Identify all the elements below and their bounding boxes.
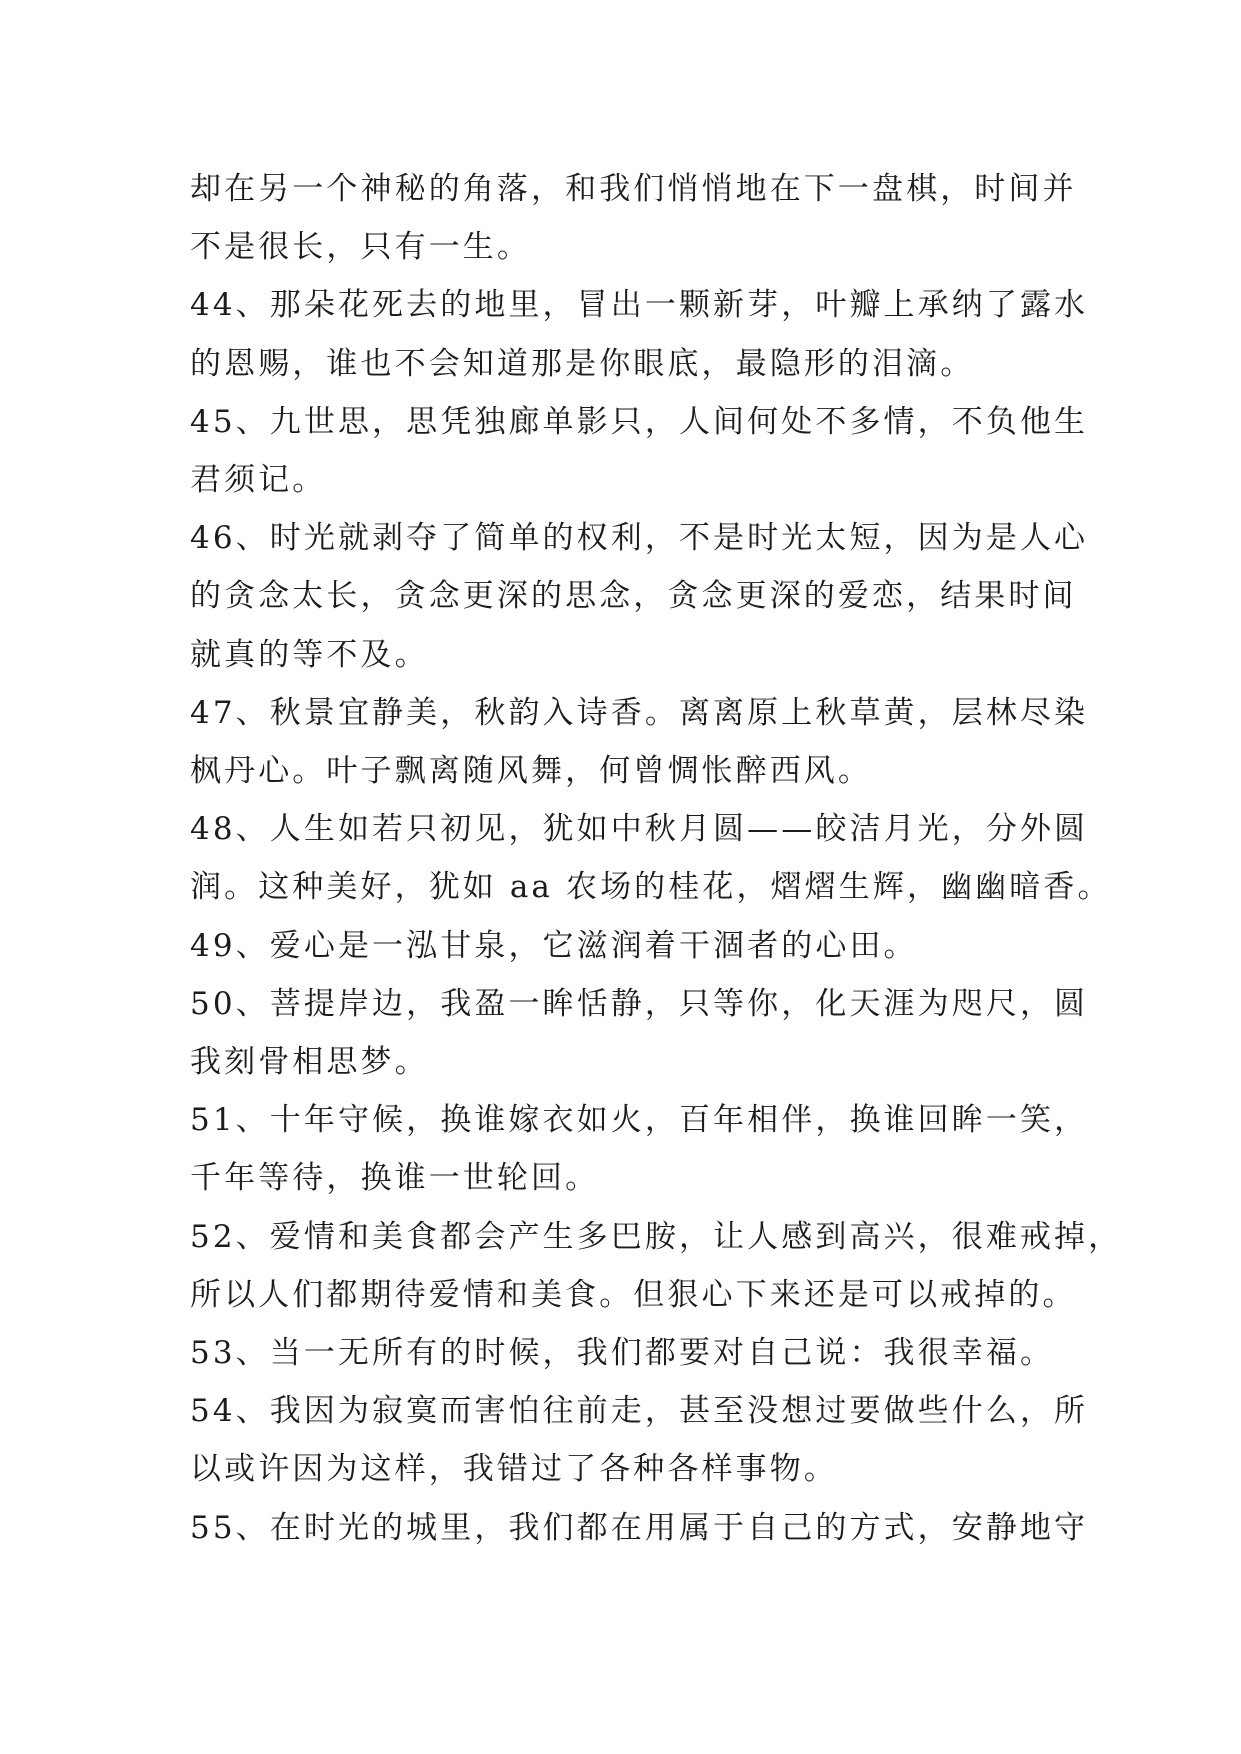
- paragraph-continuation: [190, 160, 1077, 276]
- text-line: 的恩赐，谁也不会知道那是你眼底，最隐形的泪滴。: [190, 345, 975, 382]
- text-line: 45、九世思，思凭独廊单影只，人间何处不多情，不负他生: [190, 403, 1089, 440]
- text-line: 54、我因为寂寞而害怕往前走，甚至没想过要做些什么，所: [190, 1393, 1089, 1430]
- paragraph-50: [190, 975, 1089, 1091]
- text-line: 枫丹心。叶子飘离随风舞，何曾惆怅醉西风。: [190, 753, 872, 790]
- text-line: 55、在时光的城里，我们都在用属于自己的方式，安静地守: [190, 1509, 1089, 1546]
- text-line: 51、十年守候，换谁嫁衣如火，百年相伴，换谁回眸一笑，: [190, 1102, 1089, 1139]
- text-line: 48、人生如若只初见，犹如中秋月圆——皎洁月光，分外圆: [190, 811, 1089, 848]
- text-line: 千年等待，换谁一世轮回。: [190, 1160, 600, 1197]
- text-line: 的贪念太长，贪念更深的思念，贪念更深的爱恋，结果时间: [190, 578, 1077, 615]
- text-line: 47、秋景宜静美，秋韵入诗香。离离原上秋草黄，层林尽染: [190, 694, 1089, 731]
- paragraph-45: [190, 393, 1089, 509]
- paragraph-55: [190, 1499, 1089, 1557]
- text-line: 不是很长，只有一生。: [190, 229, 531, 266]
- text-line: 却在另一个神秘的角落，和我们悄悄地在下一盘棋，时间并: [190, 171, 1077, 207]
- text-line: 我刻骨相思梦。: [190, 1044, 429, 1081]
- text-line: 46、时光就剥夺了简单的权利，不是时光太短，因为是人心: [190, 520, 1089, 557]
- text-line: 50、菩提岸边，我盈一眸恬静，只等你，化天涯为咫尺，圆: [190, 985, 1089, 1022]
- text-line: 润。这种美好，犹如 aa 农场的桂花，熠熠生辉，幽幽暗香。: [190, 869, 1112, 906]
- paragraph-49: [190, 917, 1060, 975]
- paragraph-54: [190, 1382, 1089, 1498]
- paragraph-48: [190, 800, 1112, 916]
- paragraph-46: [190, 509, 1089, 684]
- paragraph-47: [190, 684, 1089, 800]
- paragraph-51: [190, 1091, 1089, 1207]
- text-line: 53、当一无所有的时候，我们都要对自己说：我很幸福。: [190, 1335, 1055, 1372]
- text-line: 49、爱心是一泓甘泉，它滋润着干涸者的心田。: [190, 927, 918, 964]
- paragraph-53: [190, 1324, 1060, 1382]
- text-line: 所以人们都期待爱情和美食。但狠心下来还是可以戒掉的。: [190, 1276, 1077, 1313]
- text-line: 就真的等不及。: [190, 636, 429, 673]
- text-line: 44、那朵花死去的地里，冒出一颗新芽，叶瓣上承纳了露水: [190, 287, 1089, 324]
- text-line: 52、爱情和美食都会产生多巴胺，让人感到高兴，很难戒掉，: [190, 1218, 1123, 1255]
- text-line: 以或许因为这样，我错过了各种各样事物。: [190, 1451, 838, 1488]
- text-line: 君须记。: [190, 462, 327, 499]
- document-body: [190, 160, 1123, 1557]
- paragraph-44: [190, 276, 1089, 392]
- paragraph-52: [190, 1208, 1123, 1324]
